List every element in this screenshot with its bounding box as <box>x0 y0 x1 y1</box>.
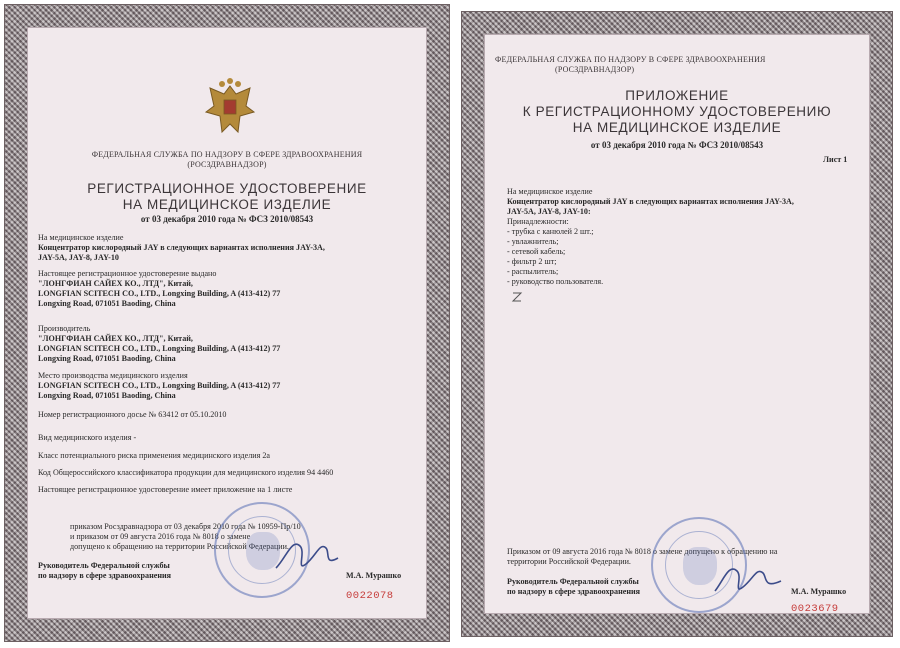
issued-to-company: "ЛОНГФИАН САЙЕХ КО., ЛТД", Китай, <box>38 279 193 288</box>
order-line-1: приказом Росздравнадзора от 03 декабря 2010 года № 10959-Пр/10 <box>70 522 301 531</box>
accessory-item: - руководство пользователя. <box>507 277 604 286</box>
appendix-title: ПРИЛОЖЕНИЕ <box>625 88 729 103</box>
issued-to-label: Настоящее регистрационное удостоверение выдано <box>38 269 217 278</box>
order-line-2: территории Российской Федерации. <box>507 557 631 566</box>
service-abbr: (РОСЗДРАВНАДЗОР) <box>555 65 635 74</box>
manufacturer-label: Производитель <box>38 324 91 333</box>
device-label: На медицинское изделие <box>38 233 124 242</box>
service-name: ФЕДЕРАЛЬНАЯ СЛУЖБА ПО НАДЗОРУ В СФЕРЕ ЗДРАВООХРАНЕНИЯ <box>495 55 766 64</box>
certificate-appendix <box>461 11 893 637</box>
signer-name: М.А. Мурашко <box>346 571 402 580</box>
okp-code: Код Общероссийского классификатора продукции для медицинского изделия 94 4460 <box>38 468 334 477</box>
head-title-line-2: по надзору в сфере здравоохранения <box>507 587 641 596</box>
appendix-title-line-3: НА МЕДИЦИНСКОЕ ИЗДЕЛИЕ <box>572 120 782 135</box>
signature-icon <box>711 555 785 601</box>
dossier-number: Номер регистрационного досье № 63412 от 05.10.2010 <box>38 410 227 419</box>
serial-number: 0023679 <box>791 603 839 615</box>
service-name: ФЕДЕРАЛЬНАЯ СЛУЖБА ПО НАДЗОРУ В СФЕРЕ ЗДРАВООХРАНЕНИЯ <box>91 150 363 159</box>
accessory-item: - распылитель; <box>507 267 559 276</box>
appendix-paper <box>484 34 870 614</box>
accessory-item: - фильтр 2 шт; <box>507 257 557 266</box>
appendix-title-line-2: К РЕГИСТРАЦИОННОМУ УДОСТОВЕРЕНИЮ <box>522 104 832 119</box>
issued-to-address-cont: Longxing Road, 071051 Baoding, China <box>38 299 176 308</box>
production-site-address: LONGFIAN SCITECH CO., LTD., Longxing Building, A (413-412) 77 <box>38 381 281 390</box>
sheet-number: Лист 1 <box>823 155 848 164</box>
coat-of-arms-icon <box>200 78 260 140</box>
head-title-line-1: Руководитель Федеральной службы <box>38 561 170 570</box>
device-label: На медицинское изделие <box>507 187 593 196</box>
certificate-subtitle: НА МЕДИЦИНСКОЕ ИЗДЕЛИЕ <box>122 197 332 212</box>
z-mark-icon <box>511 291 523 303</box>
signature-icon <box>272 528 344 578</box>
device-name: Концентратор кислородный JAY в следующих вариантах исполнения JAY-3A, <box>38 243 325 252</box>
device-name: Концентратор кислородный JAY в следующих вариантах исполнения JAY-3A, <box>507 197 794 206</box>
device-name-cont: JAY-5A, JAY-8, JAY-10 <box>38 253 119 262</box>
manufacturer-address: LONGFIAN SCITECH CO., LTD., Longxing Building, A (413-412) 77 <box>38 344 281 353</box>
device-type: Вид медицинского изделия - <box>38 433 137 442</box>
order-line-3: допущено к обращению на территории Российской Федерации. <box>70 542 289 551</box>
device-name-cont: JAY-5A, JAY-8, JAY-10: <box>507 207 591 216</box>
accessory-item: - трубка с канюлей 2 шт.; <box>507 227 594 236</box>
accessory-item: - увлажнитель; <box>507 237 559 246</box>
issued-to-address: LONGFIAN SCITECH CO., LTD., Longxing Building, A (413-412) 77 <box>38 289 281 298</box>
certificate-title: РЕГИСТРАЦИОННОЕ УДОСТОВЕРЕНИЕ <box>87 181 367 196</box>
certificate-date-number: от 03 декабря 2010 года № ФСЗ 2010/08543 <box>140 214 314 224</box>
service-abbr: (РОСЗДРАВНАДЗОР) <box>187 160 267 169</box>
manufacturer-address-cont: Longxing Road, 071051 Baoding, China <box>38 354 176 363</box>
head-title-line-1: Руководитель Федеральной службы <box>507 577 639 586</box>
serial-number: 0022078 <box>346 590 394 602</box>
accessories-label: Принадлежности: <box>507 217 569 226</box>
manufacturer-company: "ЛОНГФИАН САЙЕХ КО., ЛТД", Китай, <box>38 334 193 343</box>
appendix-note: Настоящее регистрационное удостоверение имеет приложение на 1 листе <box>38 485 293 494</box>
production-site-label: Место производства медицинского изделия <box>38 371 188 380</box>
registration-certificate <box>4 4 450 642</box>
order-line-1: Приказом от 09 августа 2016 года № 8018 о замене допущено к обращению на <box>507 547 778 556</box>
order-line-2: и приказом от 09 августа 2016 года № 8018 о замене <box>70 532 251 541</box>
appendix-date-number: от 03 декабря 2010 года № ФСЗ 2010/08543 <box>590 140 764 150</box>
risk-class: Класс потенциального риска применения медицинского изделия 2a <box>38 451 270 460</box>
production-site-address-cont: Longxing Road, 071051 Baoding, China <box>38 391 176 400</box>
signer-name: М.А. Мурашко <box>791 587 847 596</box>
certificate-paper <box>27 27 427 619</box>
accessory-item: - сетевой кабель; <box>507 247 566 256</box>
head-title-line-2: по надзору в сфере здравоохранения <box>38 571 172 580</box>
